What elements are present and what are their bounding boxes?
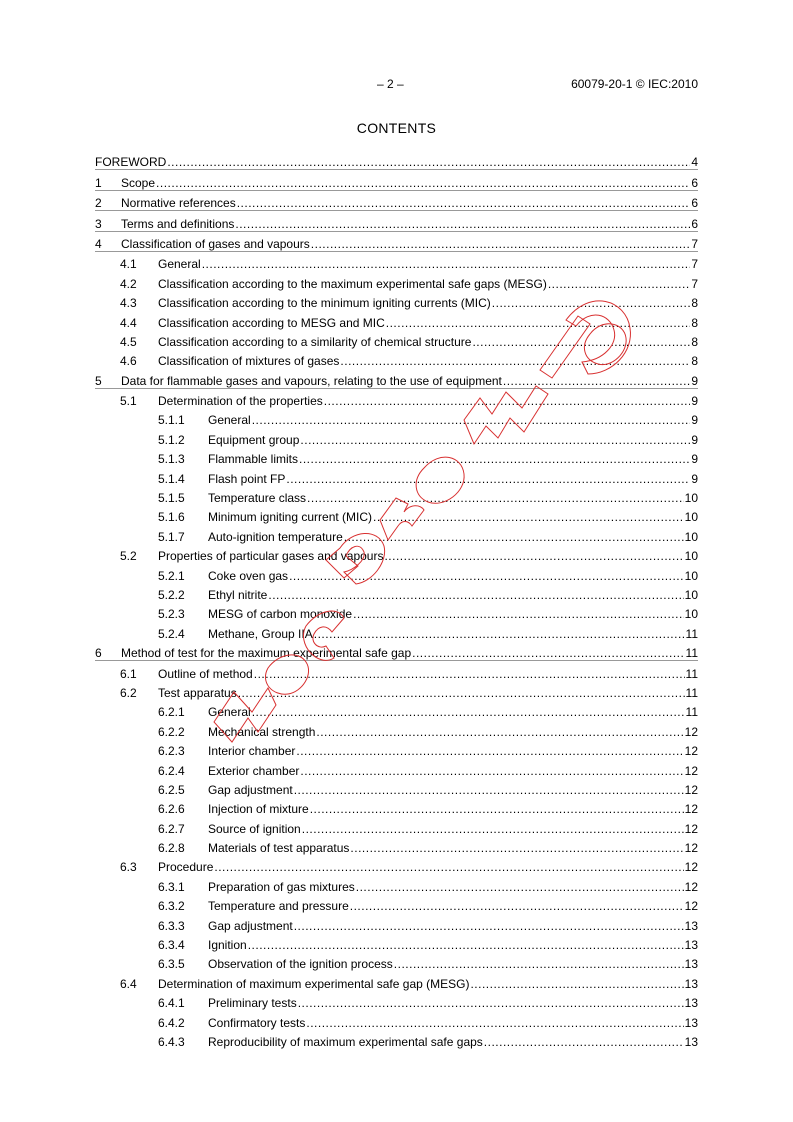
toc-entry-page: 12 <box>684 821 698 836</box>
toc-leader-dots <box>299 452 690 466</box>
toc-entry-title: Determination of maximum experimental safe gap (MESG) <box>158 976 470 991</box>
toc-entry-number: 6.2.3 <box>158 744 185 759</box>
toc-entry-title: Classification of gases and vapours <box>121 236 310 251</box>
toc-leader-dots <box>470 977 683 991</box>
toc-entry-title: Properties of particular gases and vapours <box>158 549 384 564</box>
toc-leader-dots <box>237 196 691 210</box>
toc-entry[interactable] <box>95 427 698 446</box>
toc-entry-number: 5.1.3 <box>158 452 185 467</box>
toc-entry-page: 8 <box>691 354 698 369</box>
toc-entry[interactable] <box>95 524 698 543</box>
toc-entry[interactable] <box>95 211 698 230</box>
toc-entry-number: 4.1 <box>120 257 137 272</box>
toc-leader-dots <box>484 1035 684 1049</box>
toc-leader-dots <box>214 860 683 874</box>
toc-entry-number: 4.4 <box>120 315 137 330</box>
toc-entry-title: Auto-ignition temperature <box>208 529 343 544</box>
toc-entry-page: 12 <box>684 841 698 856</box>
toc-entry-title: Classification according to the minimum igniting currents (MIC) <box>158 296 491 311</box>
toc-entry-number: 6.3.3 <box>158 918 185 933</box>
toc-entry-number: 2 <box>95 196 102 211</box>
toc-entry[interactable] <box>95 1010 698 1029</box>
toc-leader-dots <box>248 938 684 952</box>
toc-leader-dots <box>314 627 685 641</box>
toc-entry-number: 6.2.4 <box>158 763 185 778</box>
toc-entry-number: 4 <box>95 236 102 251</box>
toc-entry-page: 7 <box>691 257 698 272</box>
toc-entry-page: 12 <box>684 879 698 894</box>
toc-entry-page: 10 <box>684 549 698 564</box>
toc-entry-title: FOREWORD <box>95 155 167 170</box>
toc-leader-dots <box>298 996 684 1010</box>
toc-entry-number: 5.2.4 <box>158 626 185 641</box>
toc-entry[interactable] <box>95 1030 698 1049</box>
toc-entry[interactable] <box>95 583 698 602</box>
toc-leader-dots <box>350 841 683 855</box>
toc-leader-dots <box>548 277 690 291</box>
toc-entry[interactable] <box>95 389 698 408</box>
toc-entry[interactable] <box>95 252 698 271</box>
toc-leader-dots <box>167 155 690 169</box>
toc-entry[interactable] <box>95 641 698 660</box>
toc-entry[interactable] <box>95 310 698 329</box>
toc-entry[interactable] <box>95 621 698 640</box>
toc-entry-page: 10 <box>684 587 698 602</box>
toc-entry-title: Preliminary tests <box>208 996 297 1011</box>
toc-leader-dots <box>353 607 684 621</box>
toc-leader-dots <box>324 394 691 408</box>
toc-entry-number: 6.4.3 <box>158 1034 185 1049</box>
toc-entry-number: 6.2.1 <box>158 705 185 720</box>
toc-entry-number: 6.1 <box>120 666 137 681</box>
toc-entry[interactable] <box>95 368 698 387</box>
toc-entry-title: Interior chamber <box>208 744 296 759</box>
toc-entry-page: 12 <box>684 802 698 817</box>
toc-entry-title: Temperature and pressure <box>208 899 349 914</box>
toc-entry-title: General <box>208 705 251 720</box>
toc-entry-number: 6.3.5 <box>158 957 185 972</box>
toc-leader-dots <box>311 237 691 251</box>
toc-entry-page: 10 <box>684 529 698 544</box>
toc-entry-title: General <box>208 413 251 428</box>
toc-entry-title: Preparation of gas mixtures <box>208 879 355 894</box>
toc-entry-title: Test apparatus <box>158 685 237 700</box>
toc-entry[interactable] <box>95 874 698 893</box>
toc-leader-dots <box>386 316 691 330</box>
toc-entry-page: 12 <box>684 744 698 759</box>
toc-entry[interactable] <box>95 602 698 621</box>
toc-entry-number: 6.2.5 <box>158 782 185 797</box>
toc-leader-dots <box>296 744 683 758</box>
toc-leader-dots <box>289 569 684 583</box>
toc-entry-number: 6.2.8 <box>158 841 185 856</box>
toc-entry-number: 3 <box>95 216 102 231</box>
toc-entry[interactable] <box>95 700 698 719</box>
toc-entry[interactable] <box>95 232 698 251</box>
toc-entry-number: 5.1 <box>120 394 137 409</box>
page-number: – 2 – <box>377 77 404 91</box>
toc-entry-page: 13 <box>684 957 698 972</box>
toc-leader-dots <box>344 530 684 544</box>
toc-entry-page: 9 <box>691 452 698 467</box>
toc-entry[interactable] <box>95 971 698 990</box>
toc-entry-title: Coke oven gas <box>208 568 289 583</box>
toc-entry-page: 11 <box>685 685 698 700</box>
toc-entry-title: Flash point FP <box>208 471 286 486</box>
toc-entry-page: 12 <box>684 763 698 778</box>
toc-entry[interactable] <box>95 271 698 290</box>
toc-leader-dots <box>252 413 691 427</box>
toc-entry-number: 5.2.2 <box>158 587 185 602</box>
toc-entry-title: Gap adjustment <box>208 918 293 933</box>
toc-leader-dots <box>384 549 683 563</box>
toc-entry-page: 8 <box>691 315 698 330</box>
toc-entry[interactable] <box>95 758 698 777</box>
toc-entry-number: 4.2 <box>120 276 137 291</box>
toc-entry-title: Method of test for the maximum experimental safe gap <box>121 646 412 661</box>
toc-entry[interactable] <box>95 408 698 427</box>
toc-entry-page: 8 <box>691 334 698 349</box>
toc-entry-page: 11 <box>685 705 698 720</box>
toc-entry-page: 4 <box>691 155 698 170</box>
toc-leader-dots <box>340 354 690 368</box>
toc-entry[interactable] <box>95 486 698 505</box>
toc-entry-page: 6 <box>691 175 698 190</box>
toc-entry-page: 13 <box>684 1015 698 1030</box>
standard-reference: 60079-20-1 © IEC:2010 <box>571 77 698 91</box>
toc-entry-number: 6 <box>95 646 102 661</box>
toc-leader-dots <box>350 899 684 913</box>
toc-entry-title: Classification according to MESG and MIC <box>158 315 385 330</box>
toc-entry-title: Reproducibility of maximum experimental safe gaps <box>208 1034 483 1049</box>
toc-leader-dots <box>373 510 684 524</box>
toc-leader-dots <box>300 433 690 447</box>
toc-entry-number: 5.1.1 <box>158 413 185 428</box>
toc-entry-title: Gap adjustment <box>208 782 293 797</box>
toc-entry-page: 9 <box>691 413 698 428</box>
toc-leader-dots <box>202 257 691 271</box>
toc-entry-number: 5.1.4 <box>158 471 185 486</box>
toc-entry-page: 12 <box>684 724 698 739</box>
toc-entry-number: 6.3.2 <box>158 899 185 914</box>
toc-entry[interactable] <box>95 681 698 700</box>
toc-entry-number: 6.2 <box>120 685 137 700</box>
toc-entry[interactable] <box>95 816 698 835</box>
toc-entry-title: Ethyl nitrite <box>208 587 268 602</box>
toc-entry[interactable] <box>95 991 698 1010</box>
toc-entry-page: 10 <box>684 510 698 525</box>
toc-entry-page: 9 <box>691 373 698 388</box>
toc-entry[interactable] <box>95 291 698 310</box>
toc-entry-page: 12 <box>684 860 698 875</box>
toc-leader-dots <box>316 725 683 739</box>
toc-entry-title: Exterior chamber <box>208 763 300 778</box>
toc-leader-dots <box>356 880 684 894</box>
toc-leader-dots <box>294 919 684 933</box>
toc-entry-page: 13 <box>684 1034 698 1049</box>
toc-entry-title: Minimum igniting current (MIC) <box>208 510 373 525</box>
toc-entry-page: 13 <box>684 996 698 1011</box>
toc-entry-page: 13 <box>684 918 698 933</box>
toc-entry[interactable] <box>95 330 698 349</box>
toc-entry-page: 13 <box>684 938 698 953</box>
toc-leader-dots <box>302 822 684 836</box>
toc-entry-title: Methane, Group IIA <box>208 626 313 641</box>
toc-entry[interactable] <box>95 150 698 169</box>
toc-entry-page: 12 <box>684 782 698 797</box>
toc-entry-title: Temperature class <box>208 491 307 506</box>
toc-entry-number: 5.2.1 <box>158 568 185 583</box>
toc-entry-page: 9 <box>691 471 698 486</box>
toc-entry-title: Data for flammable gases and vapours, relating to the use of equipment <box>121 373 502 388</box>
toc-entry-page: 6 <box>691 196 698 211</box>
toc-entry[interactable] <box>95 349 698 368</box>
toc-entry-number: 4.6 <box>120 354 137 369</box>
toc-leader-dots <box>235 217 690 231</box>
toc-entry-number: 6.3 <box>120 860 137 875</box>
toc-entry-page: 9 <box>691 432 698 447</box>
table-of-contents <box>95 150 698 1049</box>
toc-leader-dots <box>300 764 683 778</box>
toc-entry-page: 10 <box>684 568 698 583</box>
toc-entry-number: 1 <box>95 175 102 190</box>
toc-entry-title: Terms and definitions <box>121 216 235 231</box>
toc-entry-page: 8 <box>691 296 698 311</box>
toc-entry-title: Observation of the ignition process <box>208 957 393 972</box>
toc-entry-number: 6.2.6 <box>158 802 185 817</box>
toc-entry-title: MESG of carbon monoxide <box>208 607 353 622</box>
toc-entry-title: Materials of test apparatus <box>208 841 350 856</box>
toc-entry-title: Determination of the properties <box>158 394 323 409</box>
toc-entry[interactable] <box>95 447 698 466</box>
toc-entry-number: 5.2.3 <box>158 607 185 622</box>
toc-entry-title: Classification according to a similarity of chemical structure <box>158 334 472 349</box>
toc-entry[interactable] <box>95 466 698 485</box>
toc-entry[interactable] <box>95 505 698 524</box>
toc-entry-page: 11 <box>685 666 698 681</box>
toc-entry[interactable] <box>95 170 698 189</box>
toc-entry-number: 6.2.7 <box>158 821 185 836</box>
toc-leader-dots <box>394 957 684 971</box>
toc-entry[interactable] <box>95 913 698 932</box>
toc-leader-dots <box>503 374 690 388</box>
toc-entry-number: 5.2 <box>120 549 137 564</box>
toc-entry-title: Confirmatory tests <box>208 1015 306 1030</box>
toc-leader-dots <box>268 588 683 602</box>
toc-entry-title: Classification of mixtures of gases <box>158 354 340 369</box>
toc-leader-dots <box>238 686 685 700</box>
toc-leader-dots <box>294 783 684 797</box>
toc-entry-title: Scope <box>121 175 156 190</box>
toc-entry[interactable] <box>95 952 698 971</box>
toc-entry-page: 13 <box>684 976 698 991</box>
toc-entry-page: 10 <box>684 607 698 622</box>
toc-entry-title: Ignition <box>208 938 247 953</box>
page-title: CONTENTS <box>356 120 437 136</box>
toc-entry-number: 6.3.4 <box>158 938 185 953</box>
toc-entry-title: Outline of method <box>158 666 253 681</box>
toc-leader-dots <box>310 802 684 816</box>
toc-entry[interactable] <box>95 719 698 738</box>
toc-entry-number: 5.1.6 <box>158 510 185 525</box>
toc-entry[interactable] <box>95 661 698 680</box>
toc-entry-title: Injection of mixture <box>208 802 309 817</box>
toc-entry-title: General <box>158 257 201 272</box>
toc-leader-dots <box>307 491 684 505</box>
toc-leader-dots <box>492 296 691 310</box>
toc-entry-title: Normative references <box>121 196 236 211</box>
toc-entry[interactable] <box>95 191 698 210</box>
toc-entry-title: Flammable limits <box>208 452 299 467</box>
toc-entry-number: 5 <box>95 373 102 388</box>
toc-leader-dots <box>472 335 690 349</box>
toc-entry[interactable] <box>95 855 698 874</box>
toc-entry-number: 5.1.7 <box>158 529 185 544</box>
toc-entry-title: Classification according to the maximum experimental safe gaps (MESG) <box>158 276 547 291</box>
toc-leader-dots <box>412 646 684 660</box>
toc-entry-page: 12 <box>684 899 698 914</box>
toc-entry-page: 7 <box>691 236 698 251</box>
toc-entry[interactable] <box>95 894 698 913</box>
toc-entry-page: 9 <box>691 394 698 409</box>
toc-entry-number: 6.2.2 <box>158 724 185 739</box>
toc-entry-number: 5.1.5 <box>158 491 185 506</box>
toc-leader-dots <box>306 1016 683 1030</box>
toc-entry-page: 6 <box>691 216 698 231</box>
toc-entry-title: Mechanical strength <box>208 724 316 739</box>
toc-entry[interactable] <box>95 797 698 816</box>
toc-entry-number: 6.4.2 <box>158 1015 185 1030</box>
toc-leader-dots <box>286 472 690 486</box>
toc-entry-page: 7 <box>691 276 698 291</box>
toc-entry[interactable] <box>95 563 698 582</box>
toc-entry-page: 10 <box>684 491 698 506</box>
toc-entry-page: 11 <box>685 626 698 641</box>
toc-entry[interactable] <box>95 836 698 855</box>
toc-entry-title: Equipment group <box>208 432 300 447</box>
toc-entry[interactable] <box>95 739 698 758</box>
toc-entry-number: 5.1.2 <box>158 432 185 447</box>
toc-entry-number: 6.4 <box>120 976 137 991</box>
toc-entry-page: 11 <box>685 646 698 661</box>
toc-entry[interactable] <box>95 544 698 563</box>
toc-leader-dots <box>254 667 685 681</box>
toc-entry-number: 4.3 <box>120 296 137 311</box>
toc-entry-title: Procedure <box>158 860 214 875</box>
toc-entry-number: 6.4.1 <box>158 996 185 1011</box>
toc-leader-dots <box>156 176 690 190</box>
toc-entry-title: Source of ignition <box>208 821 301 836</box>
toc-entry-number: 4.5 <box>120 334 137 349</box>
toc-leader-dots <box>252 705 685 719</box>
toc-entry[interactable] <box>95 933 698 952</box>
toc-entry-number: 6.3.1 <box>158 879 185 894</box>
toc-entry[interactable] <box>95 778 698 797</box>
